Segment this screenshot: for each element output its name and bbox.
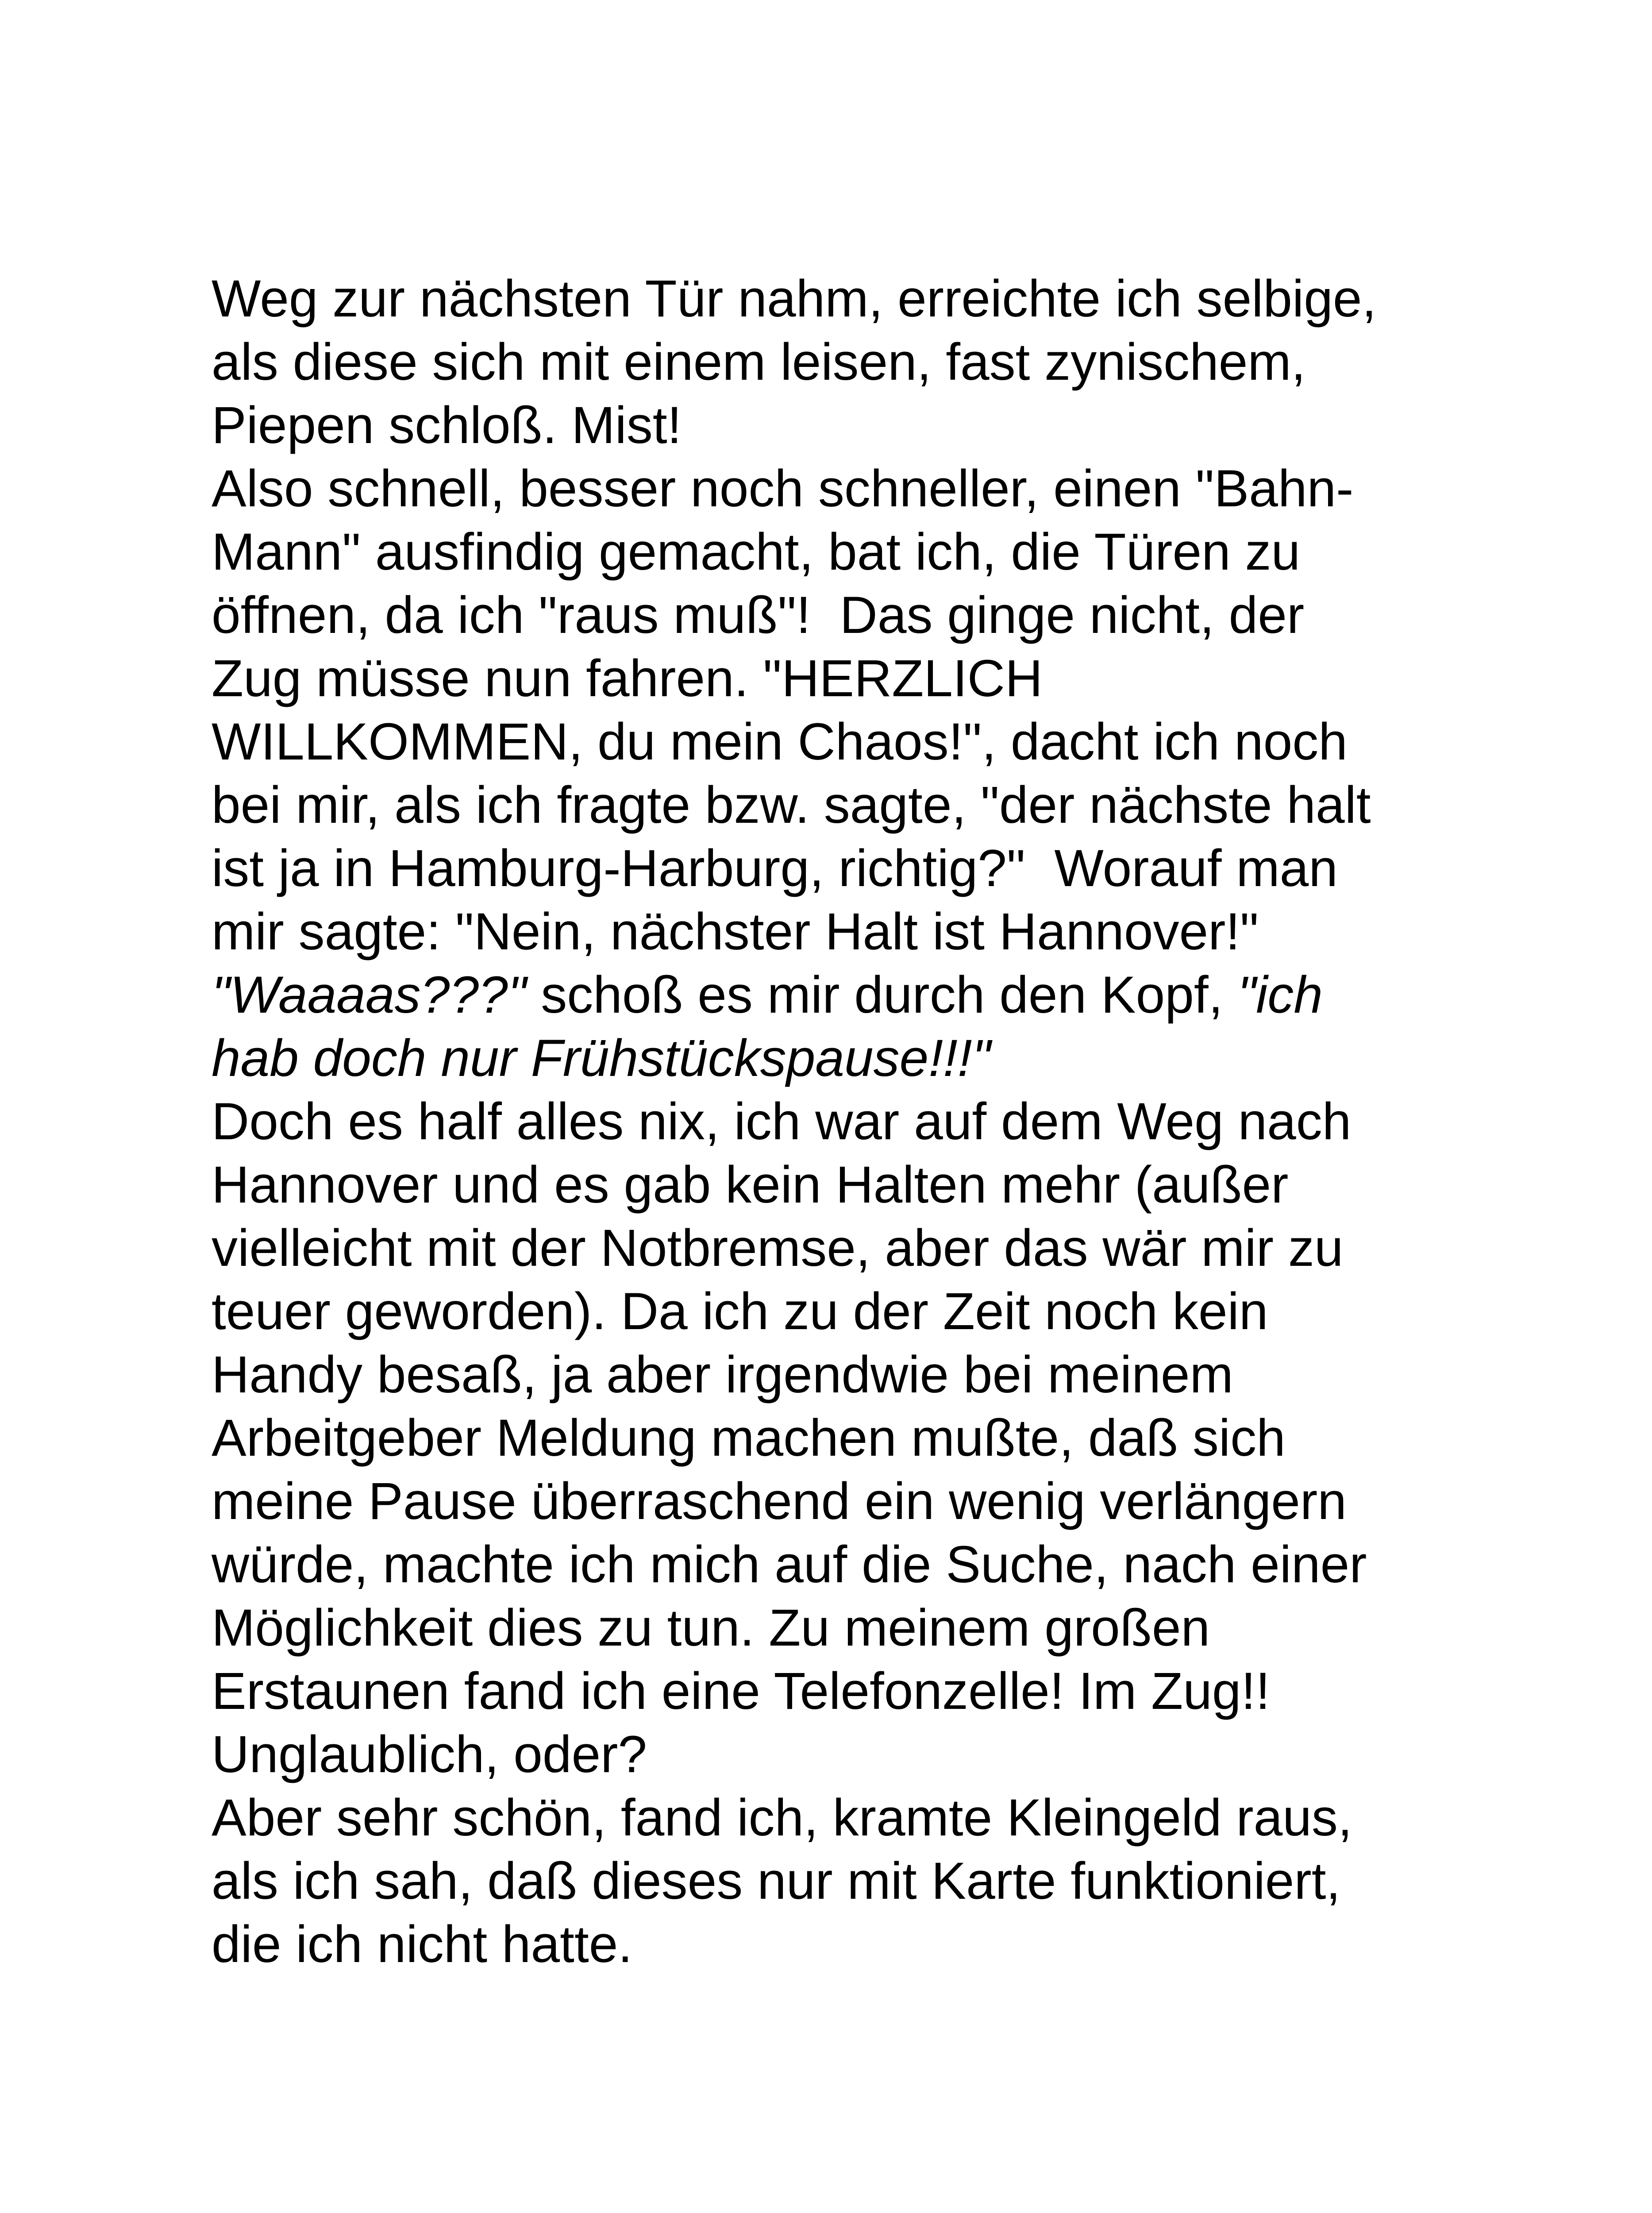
text-run: ist ja in Hamburg-Harburg, richtig?" Worauf man (212, 839, 1338, 898)
text-line (212, 1913, 1539, 1976)
text-line (212, 1533, 1539, 1596)
text-line (212, 1217, 1539, 1280)
text-line (212, 331, 1539, 394)
italic-text-run: hab doch nur Frühstückspause!!!" (212, 1029, 991, 1087)
text-line (212, 1596, 1539, 1660)
text-line (212, 1723, 1539, 1786)
text-run: WILLKOMMEN, du mein Chaos!", dacht ich noch (212, 713, 1348, 771)
text-run: die ich nicht hatte. (212, 1915, 633, 1974)
text-run: Hannover und es gab kein Halten mehr (außer (212, 1156, 1289, 1214)
text-run: als diese sich mit einem leisen, fast zynischem, (212, 333, 1306, 391)
text-run: teuer geworden). Da ich zu der Zeit noch kein (212, 1282, 1268, 1341)
text-line (212, 964, 1539, 1027)
body-text (212, 267, 1539, 1976)
text-run: Möglichkeit dies zu tun. Zu meinem großen (212, 1599, 1210, 1657)
text-line (212, 1090, 1539, 1153)
text-line (212, 1280, 1539, 1343)
text-run: öffnen, da ich "raus muß"! Das ginge nicht, der (212, 586, 1305, 644)
text-run: Also schnell, besser noch schneller, einen "Bahn- (212, 459, 1354, 518)
text-line (212, 1660, 1539, 1723)
text-line (212, 774, 1539, 837)
text-run: schoß es mir durch den Kopf, (526, 966, 1238, 1024)
text-run: würde, machte ich mich auf die Suche, nach einer (212, 1535, 1367, 1594)
text-line (212, 520, 1539, 584)
text-run: vielleicht mit der Notbremse, aber das wär mir zu (212, 1219, 1344, 1277)
text-line (212, 267, 1539, 331)
text-line (212, 1343, 1539, 1407)
text-line (212, 710, 1539, 774)
text-line (212, 1153, 1539, 1217)
text-run: als ich sah, daß dieses nur mit Karte funktioniert, (212, 1852, 1341, 1910)
text-line (212, 1850, 1539, 1913)
text-run: Handy besaß, ja aber irgendwie bei meinem (212, 1346, 1233, 1404)
text-line (212, 457, 1539, 520)
text-run: meine Pause überraschend ein wenig verlängern (212, 1472, 1347, 1531)
italic-text-run: "Waaaas???" (212, 966, 527, 1024)
italic-text-run: "ich (1237, 966, 1323, 1024)
text-run: Unglaublich, oder? (212, 1725, 647, 1784)
text-line (212, 1027, 1539, 1090)
text-line (212, 837, 1539, 900)
text-line (212, 1786, 1539, 1850)
text-run: bei mir, als ich fragte bzw. sagte, "der nächste halt (212, 776, 1371, 834)
text-line (212, 1407, 1539, 1470)
text-run: Aber sehr schön, fand ich, kramte Kleingeld raus, (212, 1789, 1352, 1847)
text-run: Mann" ausfindig gemacht, bat ich, die Türen zu (212, 523, 1301, 581)
text-line (212, 900, 1539, 964)
text-run: Piepen schloß. Mist! (212, 396, 682, 455)
text-line (212, 584, 1539, 647)
text-line (212, 647, 1539, 710)
text-run: mir sagte: "Nein, nächster Halt ist Hannover!" (212, 902, 1259, 961)
text-run: Erstaunen fand ich eine Telefonzelle! Im Zug!! (212, 1662, 1271, 1720)
text-run: Doch es half alles nix, ich war auf dem Weg nach (212, 1092, 1352, 1151)
text-run: Weg zur nächsten Tür nahm, erreichte ich selbige, (212, 270, 1377, 328)
text-run: Zug müsse nun fahren. "HERZLICH (212, 649, 1043, 708)
text-line (212, 394, 1539, 457)
text-line (212, 1470, 1539, 1533)
text-run: Arbeitgeber Meldung machen mußte, daß sich (212, 1409, 1286, 1467)
